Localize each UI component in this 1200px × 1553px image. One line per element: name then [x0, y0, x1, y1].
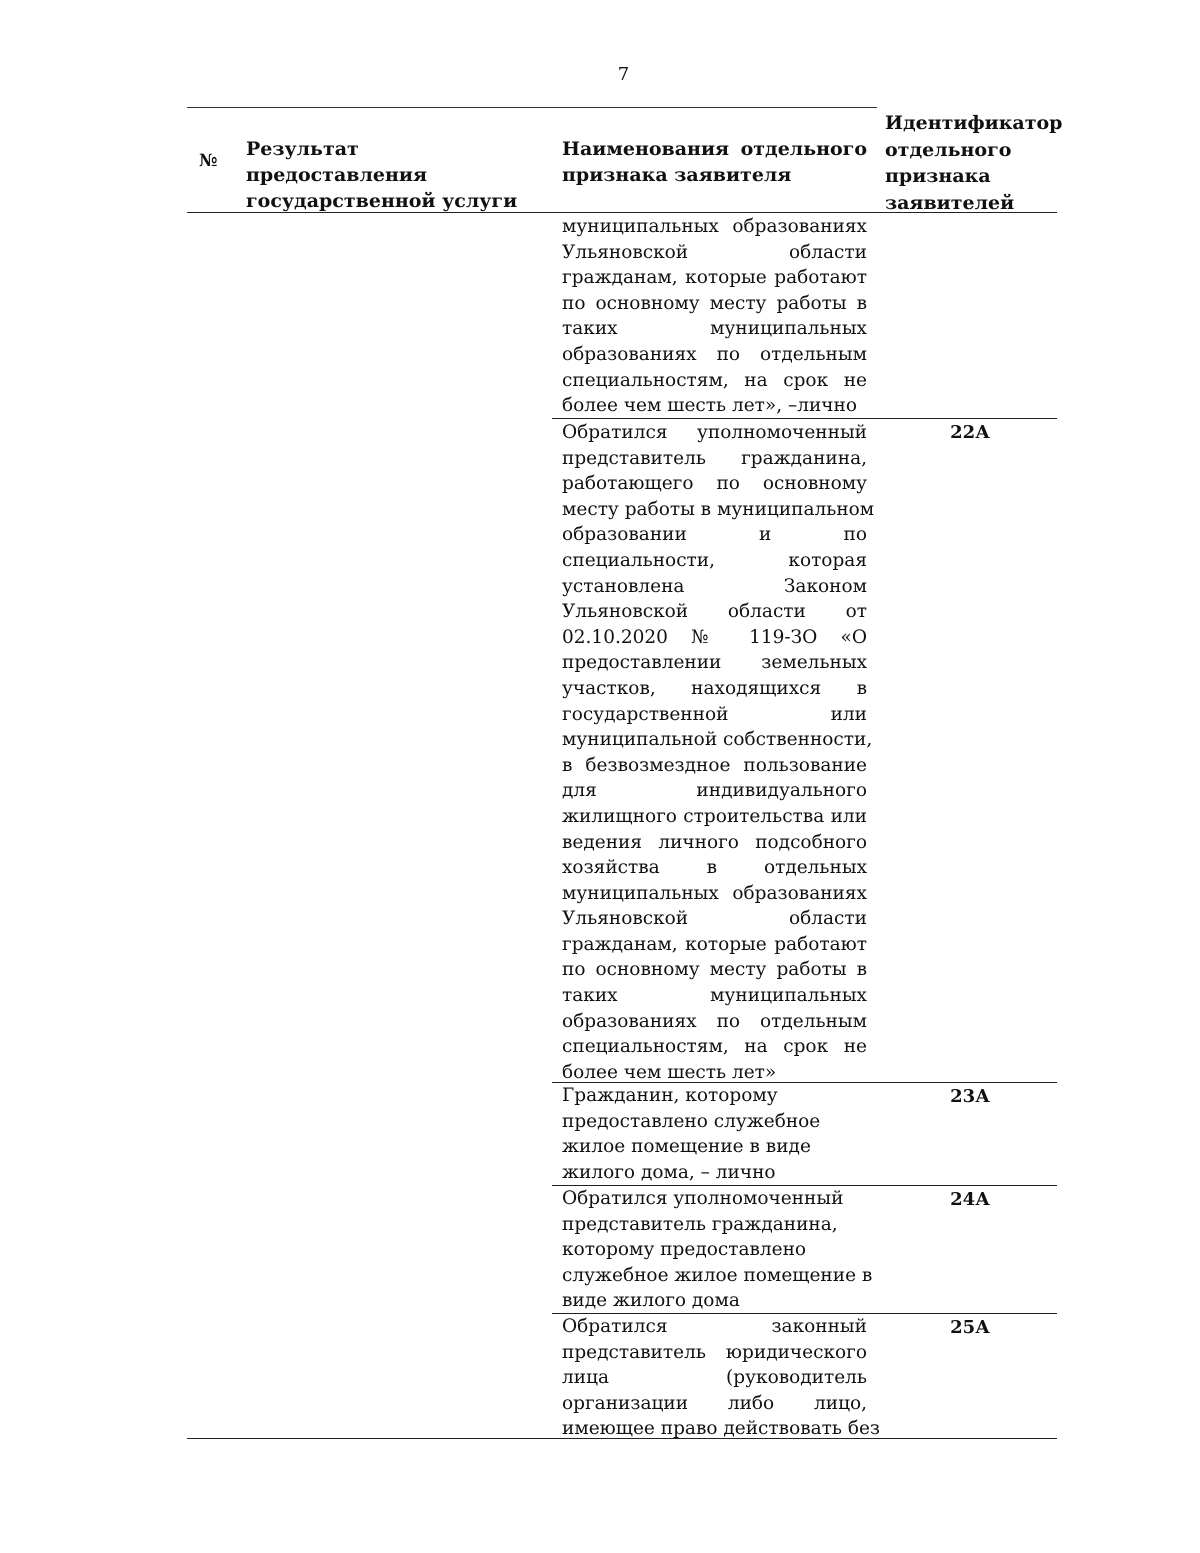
text-line: в безвозмездное пользование: [562, 754, 867, 776]
applicant-id: 25А: [950, 1317, 990, 1338]
header-id: [885, 110, 1062, 216]
text-line: гражданам, которые работают: [562, 267, 867, 289]
page-number: 7: [617, 64, 630, 85]
text-line: Обратился законный: [562, 1316, 867, 1337]
text-line: которому предоставлено: [562, 1239, 807, 1261]
text-line: 02.10.2020 № 119-ЗО «О: [562, 626, 867, 648]
header-id-line: Идентификатор: [885, 112, 1063, 134]
text-line: жилое помещение в виде: [562, 1136, 811, 1158]
text-line: лица (руководитель: [562, 1367, 867, 1389]
text-line: таких муниципальных: [562, 985, 867, 1007]
text-line: представитель юридического: [562, 1341, 867, 1363]
header-id-line: признака: [885, 165, 991, 187]
text-line: Обратился уполномоченный: [562, 422, 867, 443]
header-number-label: №: [199, 151, 218, 171]
table-bottom-border: [187, 1438, 1057, 1439]
text-line: специальности, которая: [562, 549, 867, 571]
text-line: Обратился уполномоченный: [562, 1188, 844, 1209]
text-line: гражданам, которые работают: [562, 933, 867, 955]
text-line: по основному месту работы в: [562, 959, 867, 981]
text-line: государственной или: [562, 703, 867, 725]
table-row-text: [562, 1083, 867, 1185]
header-bottom-border: [187, 212, 1057, 213]
text-line: Гражданин, которому: [562, 1085, 778, 1106]
table-top-border: [187, 107, 877, 108]
row-separator: [552, 418, 1057, 419]
text-line: месту работы в муниципальном: [562, 498, 875, 520]
text-line: более чем шесть лет»: [562, 1061, 777, 1083]
header-result-line: государственной услуги: [246, 190, 518, 212]
text-line: жилищного строительства или: [562, 805, 867, 827]
text-line: муниципальной собственности,: [562, 729, 873, 751]
table-row-text: [562, 1314, 881, 1442]
text-line: образованиях по отдельным: [562, 343, 867, 365]
text-line: виде жилого дома: [562, 1290, 740, 1312]
header-id-line: отдельного: [885, 138, 1012, 161]
text-line: представитель гражданина,: [562, 1213, 838, 1235]
text-line: служебное жилое помещение в: [562, 1264, 873, 1286]
applicant-id: 24А: [950, 1189, 990, 1210]
text-line: специальностям, на срок не: [562, 1036, 867, 1058]
text-line: образовании и по: [562, 524, 867, 546]
text-line: Ульяновской области: [562, 908, 867, 930]
header-result: [246, 136, 554, 214]
table-row-text: [562, 420, 875, 1085]
header-name-line: признака заявителя: [562, 164, 792, 186]
header-id-line: заявителей: [885, 191, 1015, 214]
text-line: предоставлении земельных: [562, 652, 867, 674]
text-line: представитель гражданина,: [562, 447, 867, 469]
table-row-text: [562, 1186, 873, 1314]
header-name-line: Наименования отдельного: [562, 138, 867, 160]
text-line: Ульяновской области: [562, 241, 867, 263]
header-result-line: [246, 136, 554, 188]
text-line: более чем шесть лет», –лично: [562, 395, 857, 417]
text-line: организации либо лицо,: [562, 1392, 867, 1414]
header-number: [199, 148, 217, 174]
table-row-text: [562, 214, 867, 419]
header-name: [562, 136, 867, 188]
header-result-word: Результат предоставления: [246, 138, 427, 186]
text-line: предоставлено служебное: [562, 1110, 821, 1132]
text-line: муниципальных образованиях: [562, 882, 867, 904]
text-line: работающего по основному: [562, 473, 867, 495]
text-line: хозяйства в отдельных: [562, 857, 867, 879]
text-line: установлена Законом: [562, 575, 867, 597]
applicant-id: 23А: [950, 1086, 990, 1107]
applicant-id: 22А: [950, 422, 990, 443]
text-line: имеющее право действовать без: [562, 1418, 881, 1440]
text-line: образованиях по отдельным: [562, 1010, 867, 1032]
text-line: таких муниципальных: [562, 318, 867, 340]
text-line: по основному месту работы в: [562, 292, 867, 314]
text-line: для индивидуального: [562, 780, 867, 802]
text-line: муниципальных образованиях: [562, 216, 867, 237]
text-line: участков, находящихся в: [562, 677, 867, 699]
text-line: специальностям, на срок не: [562, 369, 867, 391]
text-line: Ульяновской области от: [562, 601, 867, 623]
text-line: ведения личного подсобного: [562, 831, 867, 853]
text-line: жилого дома, – лично: [562, 1161, 776, 1183]
